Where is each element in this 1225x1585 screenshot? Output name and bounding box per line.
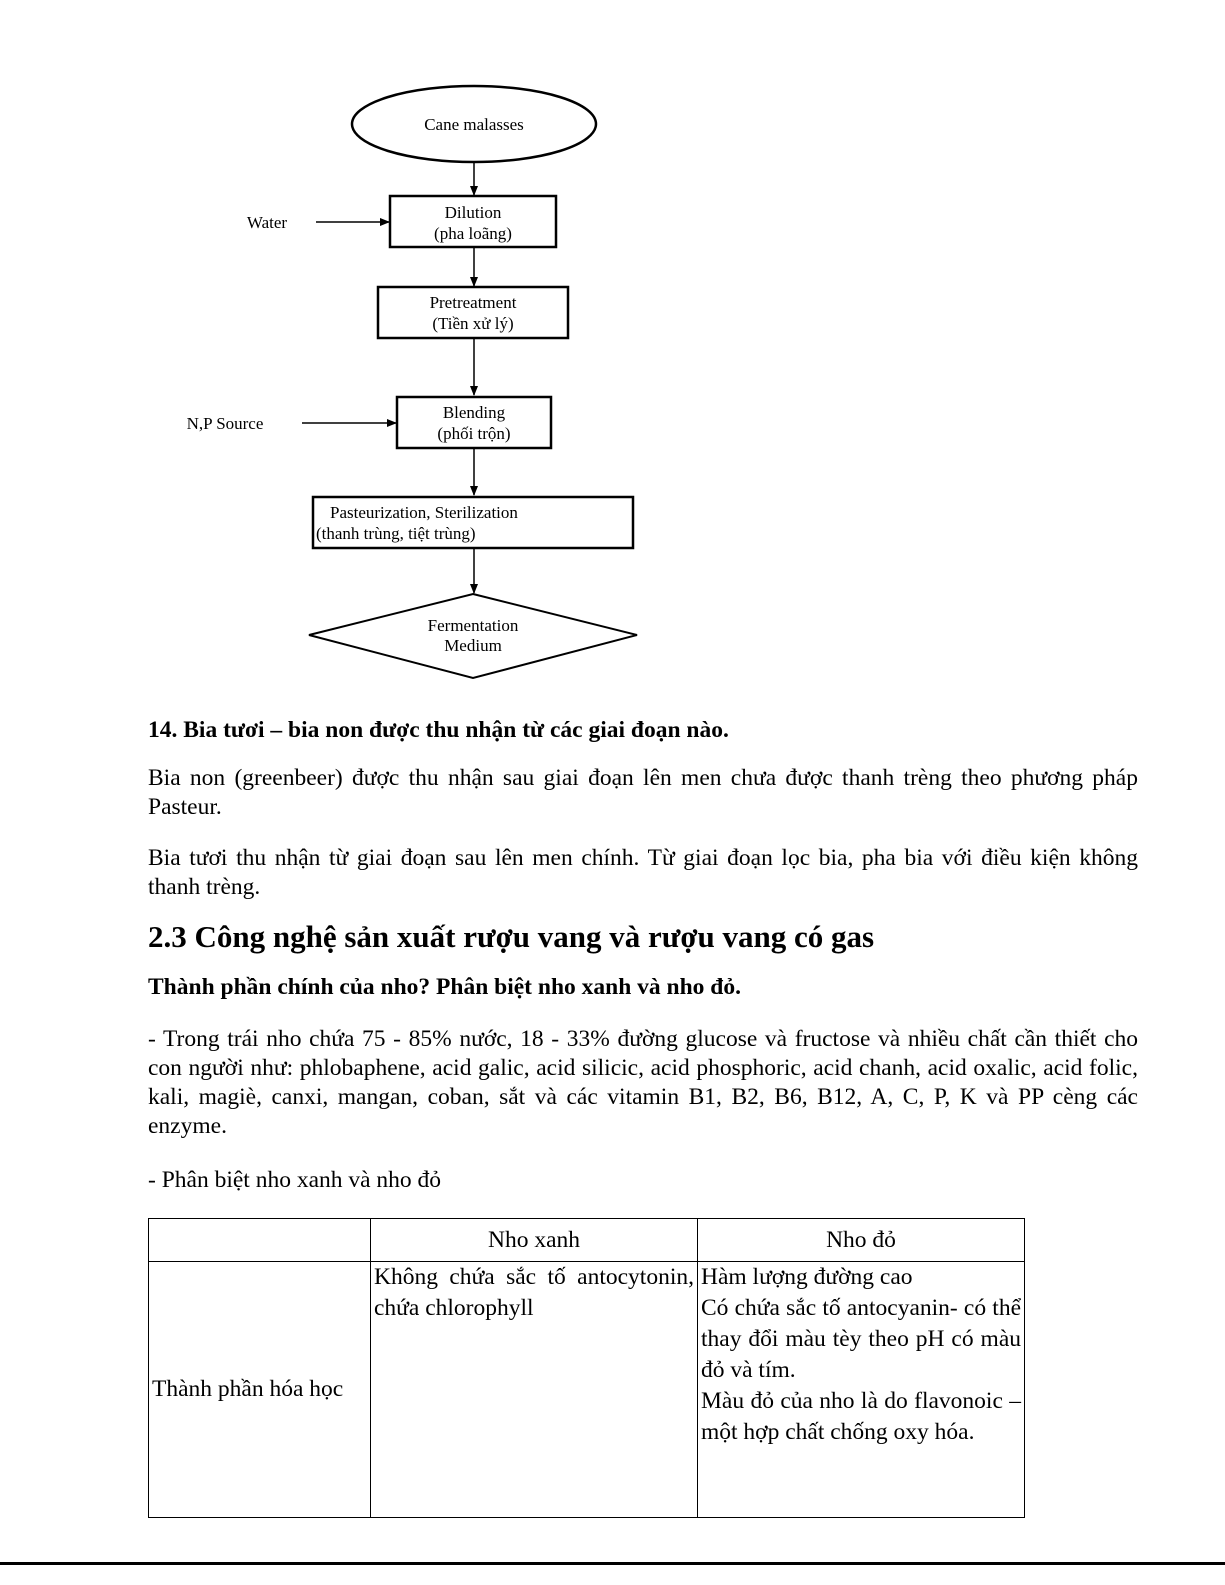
- paragraph-compare-intro: - Phân biệt nho xanh và nho đỏ: [148, 1167, 442, 1193]
- table-header-cell: Nho xanh: [371, 1219, 698, 1262]
- end-sublabel: Medium: [444, 636, 502, 655]
- comparison-table: [148, 1218, 1025, 1518]
- table-row: [149, 1262, 1025, 1518]
- green-grape-cell: Không chứa sắc tố antocytonin, chứa chlorophyll: [371, 1262, 698, 1518]
- table-header-row: [149, 1219, 1025, 1262]
- red-grape-line: Có chứa sắc tố antocyanin- có thể thay đổi màu tèy theo pH có màu đỏ và tím.: [701, 1295, 1021, 1383]
- red-grape-cell: [698, 1262, 1025, 1518]
- step-label: Pasteurization, Sterilization: [330, 503, 518, 522]
- paragraph-grape-composition: - Trong trái nho chứa 75 - 85% nước, 18 - 33% đường glucose và fructose và nhiều chất cần thiết cho con người như: phlobaphene, acid galic, acid silicic, acid phosphoric, acid chanh, acid oxalic, acid folic, kali, magiè, canxi, mangan, coban, sắt và các vitamin B1, B2, B6, B12, A, C, P, K và PP cèng các enzyme.: [148, 1026, 1138, 1139]
- input-label-np-source: N,P Source: [186, 414, 264, 433]
- section-heading: 2.3 Công nghệ sản xuất rượu vang và rượu vang có gas: [148, 919, 875, 954]
- step-sublabel: (pha loãng): [434, 224, 512, 243]
- red-grape-line: Màu đỏ của nho là do flavonoic – một hợp chất chống oxy hóa.: [701, 1388, 1021, 1445]
- input-label-water: Water: [246, 213, 288, 232]
- section-question: Thành phần chính của nho? Phân biệt nho xanh và nho đỏ.: [148, 974, 741, 1000]
- end-label: Fermentation: [427, 616, 519, 635]
- row-label-cell: Thành phần hóa học: [149, 1262, 371, 1518]
- table-header-cell: [149, 1219, 371, 1262]
- step-label: Pretreatment: [429, 293, 517, 312]
- step-label: Blending: [442, 403, 506, 422]
- red-grape-line: Hàm lượng đường cao: [701, 1264, 913, 1290]
- table-header-cell: Nho đỏ: [698, 1219, 1025, 1262]
- question-14-title: 14. Bia tươi – bia non được thu nhận từ các giai đoạn nào.: [148, 717, 729, 743]
- step-label: Dilution: [444, 203, 502, 222]
- process-flowchart: [0, 0, 1225, 700]
- paragraph-bia-tuoi: Bia tươi thu nhận từ giai đoạn sau lên men chính. Từ giai đoạn lọc bia, pha bia với điều kiện không thanh trèng.: [148, 845, 1138, 900]
- step-sublabel: (Tiền xử lý): [432, 314, 514, 333]
- start-label: Cane malasses: [424, 115, 524, 134]
- page-bottom-rule: [0, 1562, 1225, 1565]
- paragraph-bia-non: Bia non (greenbeer) được thu nhận sau giai đoạn lên men chưa được thanh trèng theo phương pháp Pasteur.: [148, 765, 1138, 820]
- step-sublabel: (phối trộn): [437, 424, 511, 443]
- step-sublabel: (thanh trùng, tiệt trùng): [316, 524, 476, 543]
